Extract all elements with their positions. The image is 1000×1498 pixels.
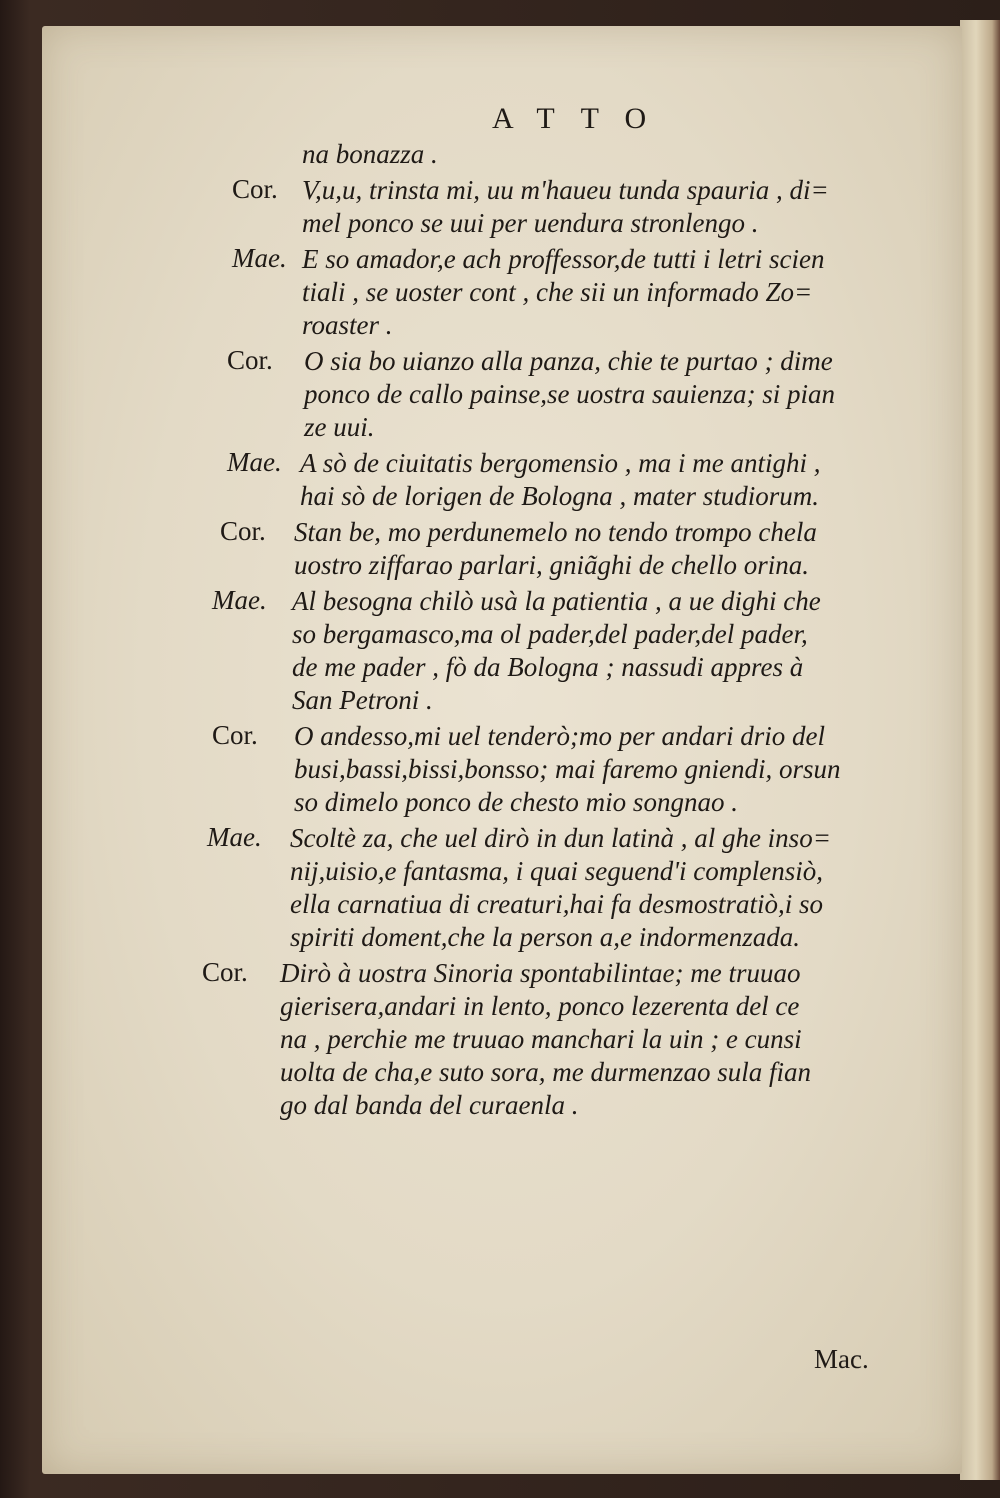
text-line: Stan be, mo perdunemelo no tendo trompo chela bbox=[294, 517, 817, 547]
facing-page-edge bbox=[960, 20, 1000, 1480]
speech-lines bbox=[302, 138, 962, 171]
text-line: tiali , se uoster cont , che sii un informado Zo= bbox=[302, 277, 813, 307]
text-line: O andesso,mi uel tenderò;mo per andari drio del bbox=[294, 721, 825, 751]
speech-lines bbox=[302, 243, 962, 342]
speaker-label: Mae. bbox=[232, 243, 287, 273]
text-line: Dirò à uostra Sinoria spontabilintae; me truuao bbox=[280, 958, 801, 988]
speech-2 bbox=[42, 243, 962, 342]
speech-3 bbox=[42, 345, 962, 444]
speaker-label: Cor. bbox=[232, 174, 278, 204]
text-line: uostro ziffarao parlari, gniãghi de chello orina. bbox=[294, 550, 810, 580]
text-line: nij,uisio,e fantasma, i quai seguend'i complensiò, bbox=[290, 856, 823, 886]
speech-6 bbox=[42, 585, 962, 717]
speech-0 bbox=[42, 138, 962, 171]
speech-lines bbox=[294, 720, 962, 819]
text-line: uolta de cha,e suto sora, me durmenzao sula fian bbox=[280, 1057, 811, 1087]
speech-1 bbox=[42, 174, 962, 240]
text-line: so dimelo ponco de chesto mio songnao . bbox=[294, 787, 738, 817]
text-line: so bergamasco,ma ol pader,del pader,del pader, bbox=[292, 619, 808, 649]
text-line: V,u,u, trinsta mi, uu m'haueu tunda spauria , di= bbox=[302, 175, 829, 205]
dialogue-text-block bbox=[42, 138, 962, 1125]
catchword: Mac. bbox=[814, 1344, 869, 1374]
text-line: go dal banda del curaenla . bbox=[280, 1090, 579, 1120]
text-line: roaster . bbox=[302, 310, 393, 340]
text-line: mel ponco se uui per uendura stronlengo . bbox=[302, 208, 759, 238]
text-line: E so amador,e ach proffessor,de tutti i letri scien bbox=[302, 244, 825, 274]
text-line: hai sò de lorigen de Bologna , mater studiorum. bbox=[300, 481, 819, 511]
speaker-label: Cor. bbox=[227, 345, 273, 375]
text-line: Scoltè za, che uel dirò in dun latinà , al ghe inso= bbox=[290, 823, 831, 853]
text-line: O sia bo uianzo alla panza, chie te purtao ; dime bbox=[304, 346, 833, 376]
book-page bbox=[42, 26, 962, 1474]
text-line: na , perchie me truuao manchari la uin ; e cunsi bbox=[280, 1024, 802, 1054]
speech-lines bbox=[292, 585, 962, 717]
speech-lines bbox=[304, 345, 962, 444]
speaker-label: Mae. bbox=[212, 585, 267, 615]
text-line: ponco de callo painse,se uostra sauienza; si pian bbox=[304, 379, 835, 409]
speaker-label: Mae. bbox=[227, 447, 282, 477]
running-head: ATTO bbox=[492, 102, 673, 135]
text-line: gierisera,andari in lento, ponco lezerenta del ce bbox=[280, 991, 800, 1021]
speech-lines bbox=[302, 174, 962, 240]
text-line: de me pader , fò da Bologna ; nassudi appres à bbox=[292, 652, 804, 682]
text-line: busi,bassi,bissi,bonsso; mai faremo gniendi, orsun bbox=[294, 754, 841, 784]
text-line: ella carnatiua di creaturi,hai fa desmostratiò,i so bbox=[290, 889, 823, 919]
text-line: A sò de ciuitatis bergomensio , ma i me antighi , bbox=[300, 448, 821, 478]
text-line: San Petroni . bbox=[292, 685, 433, 715]
speaker-label: Mae. bbox=[207, 822, 262, 852]
speaker-label: Cor. bbox=[202, 957, 248, 987]
speech-lines bbox=[294, 516, 962, 582]
speech-8 bbox=[42, 822, 962, 954]
speech-9 bbox=[42, 957, 962, 1122]
speech-lines bbox=[300, 447, 962, 513]
speech-lines bbox=[280, 957, 962, 1122]
text-line: Al besogna chilò usà la patientia , a ue dighi che bbox=[292, 586, 821, 616]
speech-lines bbox=[290, 822, 962, 954]
speech-4 bbox=[42, 447, 962, 513]
speech-7 bbox=[42, 720, 962, 819]
speaker-label: Cor. bbox=[220, 516, 266, 546]
speaker-label: Cor. bbox=[212, 720, 258, 750]
text-line: ze uui. bbox=[304, 412, 375, 442]
speech-5 bbox=[42, 516, 962, 582]
text-line: na bonazza . bbox=[302, 139, 438, 169]
text-line: spiriti doment,che la person a,e indormenzada. bbox=[290, 922, 800, 952]
